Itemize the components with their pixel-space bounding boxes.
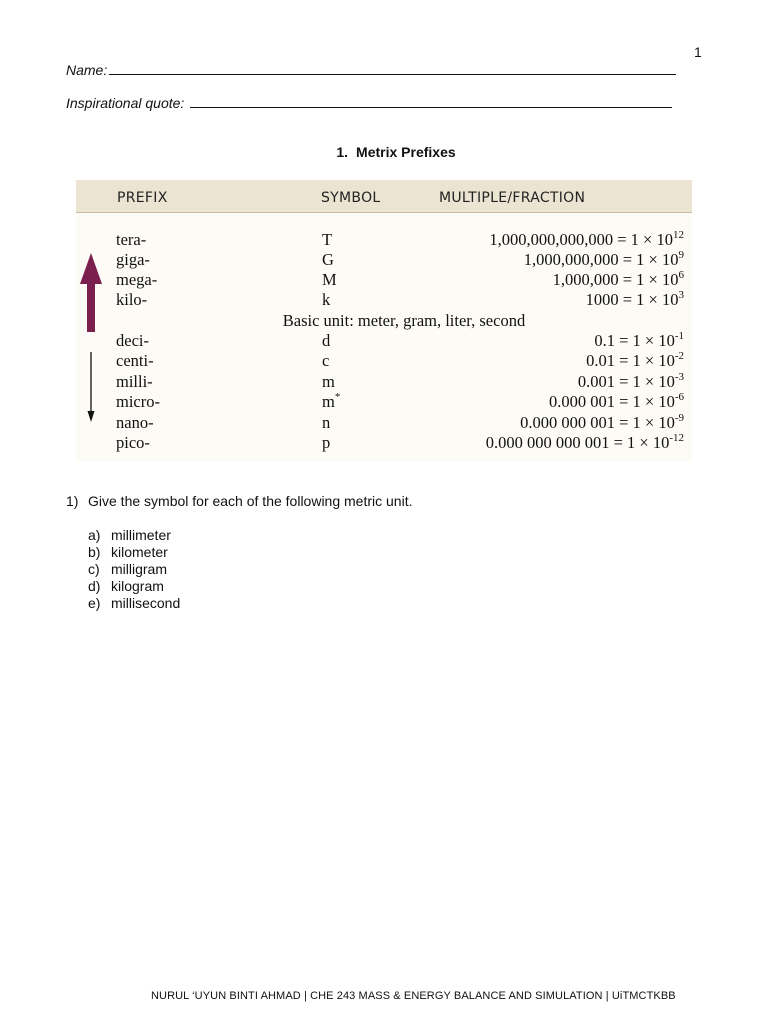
symbol-letter: n (322, 412, 331, 432)
prefix-row (76, 230, 692, 250)
item-text: kilogram (111, 578, 164, 594)
prefix-multiple (578, 372, 684, 392)
name-underline[interactable] (109, 60, 676, 75)
prefix-symbol (322, 230, 332, 250)
exercise-item (88, 544, 180, 561)
prefix-name: nano- (116, 412, 154, 432)
symbol-letter: T (322, 230, 333, 249)
prefix-name: centi- (116, 351, 154, 371)
prefix-symbol (322, 392, 340, 412)
prefix-symbol (322, 290, 330, 310)
item-letter: c) (88, 561, 100, 577)
prefix-table (76, 180, 692, 462)
prefix-row (76, 413, 692, 433)
symbol-letter: M (322, 270, 337, 289)
page-footer: NURUL ‘UYUN BINTI AHMAD | CHE 243 MASS & ENERGY BALANCE AND SIMULATION | UiTMCTKBB (151, 990, 676, 1002)
symbol-note: * (334, 391, 341, 404)
prefix-name: micro- (116, 392, 160, 412)
prefix-multiple (486, 433, 684, 453)
multiple-exponent: 3 (678, 289, 684, 301)
exercise-item (88, 561, 180, 578)
prefix-row (76, 290, 692, 310)
multiple-exponent: 12 (673, 229, 684, 241)
symbol-letter: G (322, 250, 334, 269)
prefix-multiple (489, 230, 684, 250)
multiple-value: 1,000,000,000 = 1 × 10 (523, 250, 679, 269)
multiple-exponent: -2 (674, 350, 684, 363)
multiple-exponent: -12 (669, 432, 684, 444)
prefix-symbol (322, 270, 337, 290)
prefix-name: giga- (116, 250, 150, 269)
prefix-name: mega- (116, 270, 158, 289)
symbol-letter: m (322, 371, 335, 391)
prefix-multiple (586, 351, 684, 371)
prefix-symbol (322, 413, 330, 433)
prefix-name: deci- (116, 331, 149, 350)
multiple-value: 0.000 000 000 001 = 1 × 10 (485, 433, 670, 452)
section-title (0, 144, 768, 160)
item-letter: d) (88, 578, 101, 594)
item-letter: e) (88, 595, 101, 611)
prefix-row (76, 351, 692, 371)
prefix-multiple (549, 392, 684, 412)
prefix-row (76, 392, 692, 412)
prefix-name: milli- (116, 371, 153, 391)
item-text: millisecond (111, 595, 181, 611)
name-field (66, 60, 676, 78)
multiple-value: 1000 = 1 × 10 (585, 290, 679, 309)
prefix-multiple (586, 290, 684, 310)
question-text: Give the symbol for each of the following metric unit. (88, 493, 413, 509)
multiple-value: 1,000,000,000,000 = 1 × 10 (489, 230, 673, 249)
item-text: millimeter (111, 527, 171, 543)
exercise-item (88, 527, 180, 544)
prefix-name: pico- (116, 433, 150, 452)
name-label: Name: (66, 62, 108, 78)
quote-label: Inspirational quote: (66, 95, 185, 111)
prefix-row (76, 270, 692, 290)
item-text: kilometer (111, 544, 168, 560)
exercise-item (88, 578, 180, 595)
multiple-exponent: 6 (678, 269, 684, 281)
prefix-symbol (322, 250, 334, 270)
multiple-exponent: -9 (674, 411, 684, 424)
quote-underline[interactable] (190, 93, 672, 108)
exercise-question (66, 493, 412, 509)
prefix-symbol (322, 372, 335, 392)
quote-field (66, 93, 672, 111)
prefix-row (76, 331, 692, 351)
page-number: 1 (694, 44, 702, 60)
multiple-value: 0.01 = 1 × 10 (586, 351, 675, 371)
item-letter: a) (88, 527, 101, 543)
multiple-exponent: 9 (678, 249, 684, 261)
prefix-multiple (594, 331, 684, 351)
item-letter: b) (88, 544, 101, 560)
symbol-letter: d (322, 331, 331, 350)
exercise-item (88, 595, 180, 612)
prefix-name: kilo- (116, 290, 148, 309)
item-text: milligram (111, 561, 167, 577)
prefix-multiple (520, 413, 684, 433)
question-number: 1) (66, 493, 79, 509)
prefix-multiple (524, 250, 684, 270)
multiple-value: 0.001 = 1 × 10 (577, 371, 675, 391)
section-number: 1. (336, 144, 349, 160)
prefix-symbol (322, 351, 329, 371)
multiple-exponent: -6 (674, 391, 684, 404)
basic-unit-text: Basic unit: meter, gram, liter, second (282, 311, 526, 330)
multiple-value: 0.000 001 = 1 × 10 (548, 392, 675, 412)
prefix-symbol (322, 331, 330, 351)
multiple-value: 0.000 000 001 = 1 × 10 (520, 412, 675, 432)
symbol-letter: p (322, 433, 331, 452)
multiple-exponent: -3 (674, 370, 684, 383)
header-symbol: SYMBOL (321, 190, 381, 206)
prefix-symbol (322, 433, 330, 453)
header-prefix: PREFIX (117, 190, 168, 206)
header-multiple: MULTIPLE/FRACTION (439, 190, 586, 206)
multiple-value: 1,000,000 = 1 × 10 (552, 270, 679, 289)
prefix-row (76, 372, 692, 392)
exercise-items (88, 527, 180, 612)
section-title-text: Metrix Prefixes (356, 144, 456, 160)
multiple-value: 0.1 = 1 × 10 (594, 331, 675, 350)
symbol-letter: k (322, 290, 331, 309)
symbol-letter: m (322, 392, 335, 412)
prefix-multiple (553, 270, 684, 290)
symbol-letter: c (322, 351, 330, 371)
prefix-row (76, 433, 692, 453)
prefix-row (76, 250, 692, 270)
multiple-exponent: -1 (674, 330, 684, 342)
prefix-name: tera- (116, 230, 147, 249)
